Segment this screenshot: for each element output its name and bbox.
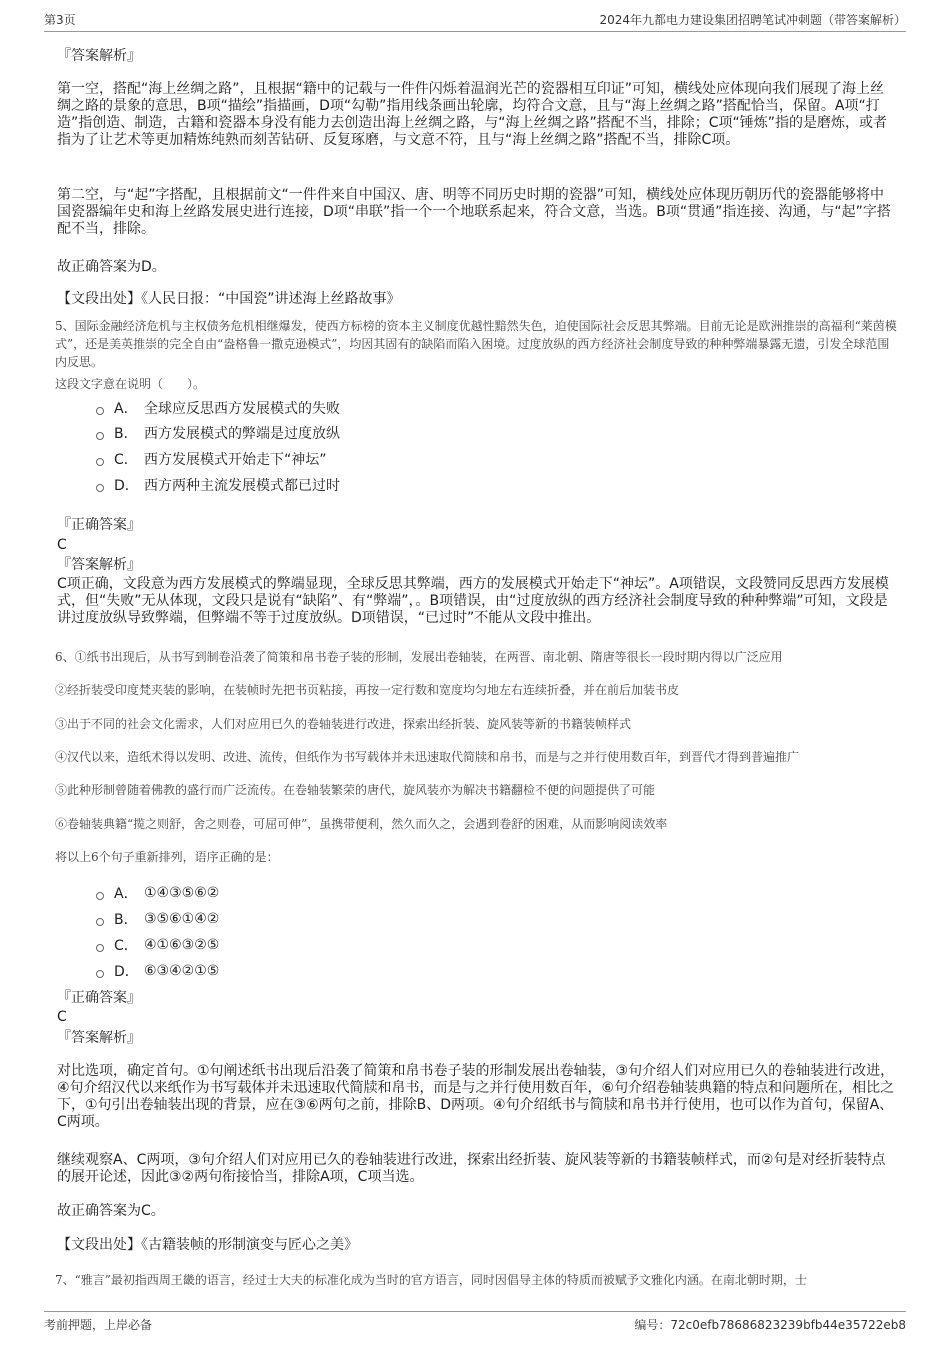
radio-icon[interactable]: [96, 432, 104, 440]
document-id: 编号：72c0efb78686823239bfb44e35722eb8: [634, 1317, 906, 1332]
analysis-paragraph-1: 第一空，搭配“海上丝绸之路”，且根据“籍中的记载与一件件闪烁着温润光芒的瓷器相互印证”可知，横线处应体现向我们展现了海上丝绸之路的景象的意思，B项“描绘”指描画，D项“勾勒”指用线条画出轮廓，均符合文意，且与“海上丝绸之路”搭配恰当，保留。A项“打造”指创造、制造，古籍和瓷器本身没有能力去创造出海上丝绸之路，与“海上丝绸之路”搭配不当，排除；C项“锤炼”指的是磨炼，或者指为了让艺术等更加精炼纯熟而刻苦钻研、反复琢磨，与文意不符，且与“海上丝绸之路”搭配不当，排除C项。: [57, 81, 888, 148]
page-footer: [44, 1311, 906, 1333]
page-number: 第3页: [44, 12, 76, 27]
q5-option-a[interactable]: A． 全球应反思西方发展模式的失败: [96, 398, 340, 418]
q6-answer: C: [57, 1009, 67, 1025]
q6-option-a[interactable]: A． ①④③⑤⑥②: [96, 883, 219, 903]
radio-icon[interactable]: [96, 892, 104, 900]
q6-sentence-3: ③出于不同的社会文化需求，人们对应用已久的卷轴装进行改进，探索出经折装、旋风装等新的书籍装帧样式: [55, 717, 632, 731]
q6-sentence-4: ④汉代以来，造纸术得以发明、改进、流传，但纸作为书写载体并未迅速取代简牍和帛书，而是与之并行使用数百年，到晋代才得到普遍推广: [55, 750, 800, 764]
q6-conclusion: 故正确答案为C。: [57, 1203, 165, 1219]
q5-option-c[interactable]: C． 西方发展模式开始走下“神坛”: [96, 449, 327, 469]
radio-icon[interactable]: [96, 944, 104, 952]
q6-option-d[interactable]: D． ⑥③④②①⑤: [96, 961, 219, 981]
q5-analysis: C项正确，文段意为西方发展模式的弊端显现，全球反思其弊端，西方的发展模式开始走下“神坛”。A项错误，文段赞同反思西方发展模式，但“失败”无从体现，文段只是说有“缺陷”、有“弊端”，。B项错误，由“过度放纵的西方经济社会制度导致的种种弊端”可知，文段是讲过度放纵导致弊端，但弊端不等于过度放纵。D项错误，“已过时”不能从文段中推出。: [57, 576, 889, 626]
q6-answer-label: 『正确答案』: [57, 990, 141, 1006]
q6-analysis-label: 『答案解析』: [57, 1030, 141, 1046]
radio-icon[interactable]: [96, 458, 104, 466]
question-5-stem: 5、国际金融经济危机与主权债务危机相继爆发，使西方标榜的资本主义制度优越性黯然失色，迫使国际社会反思其弊端。目前无论是欧洲推崇的高福利“莱茵模式”，还是美英推崇的完全自由“盎格鲁一撒克逊模式”，均因其固有的缺陷而陷入困境。过度放纵的西方经济社会制度导致的种种弊端暴露无遗，引发全球范围内反思。: [55, 319, 897, 369]
q6-analysis-paragraph-1: 对比选项，确定首句。①句阐述纸书出现后沿袭了简策和帛书卷子装的形制发展出卷轴装，③句介绍人们对应用已久的卷轴装进行改进，④句介绍汉代以来纸作为书写载体并未迅速取代简牍和帛书，而是与之并行使用数百年，⑥句介绍卷轴装典籍的特点和问题所在，相比之下，①句引出卷轴装出现的背景，应在③⑥两句之前，排除B、D两项。④句介绍纸书与简牍和帛书并行使用，也可以作为首句，保留A、C两项。: [57, 1063, 895, 1130]
source: 【文段出处】《人民日报：“中国瓷”讲述海上丝路故事》: [57, 291, 401, 307]
q6-sentence-2: ②经折装受印度梵夹装的影响，在装帧时先把书页粘接，再按一定行数和宽度均匀地左右连续折叠，并在前后加装书皮: [55, 683, 680, 697]
radio-icon[interactable]: [96, 484, 104, 492]
q6-sentence-1: 6、①纸书出现后，从书写到制卷沿袭了简策和帛书卷子装的形制，发展出卷轴装，在两晋、南北朝、隋唐等很长一段时期内得以广泛应用: [55, 650, 783, 664]
q6-source: 【文段出处】《古籍装帧的形制演变与匠心之美》: [57, 1237, 358, 1253]
q5-answer-label: 『正确答案』: [57, 517, 141, 533]
q6-option-c[interactable]: C． ④①⑥③②⑤: [96, 935, 219, 955]
radio-icon[interactable]: [96, 970, 104, 978]
q5-answer: C: [57, 537, 67, 553]
radio-icon[interactable]: [96, 407, 104, 415]
page-header: [44, 10, 906, 32]
q5-option-d[interactable]: D． 西方两种主流发展模式都已过时: [96, 475, 340, 495]
q6-sentence-6: ⑥卷轴装典籍“揽之则舒，舍之则卷，可屈可伸”，虽携带便利，然久而久之，会遇到卷舒的困难，从而影响阅读效率: [55, 817, 668, 831]
q5-analysis-label: 『答案解析』: [57, 557, 141, 573]
q6-ask: 将以上6个句子重新排列，语序正确的是：: [55, 850, 279, 864]
conclusion: 故正确答案为D。: [57, 259, 166, 275]
analysis-label: 『答案解析』: [57, 48, 141, 64]
q6-option-b[interactable]: B． ③⑤⑥①④②: [96, 909, 219, 929]
question-7-stem: 7、“雅言”最初指西周王畿的语言，经过士大夫的标准化成为当时的官方语言，同时因倡导主体的特质而被赋予文雅化内涵。在南北朝时期，士: [55, 1273, 807, 1287]
q6-sentence-5: ⑤此种形制曾随着佛教的盛行而广泛流传。在卷轴装繁荣的唐代，旋风装亦为解决书籍翻检不便的问题提供了可能: [55, 783, 656, 797]
q6-analysis-paragraph-2: 继续观察A、C两项，③句介绍人们对应用已久的卷轴装进行改进，探索出经折装、旋风装等新的书籍装帧样式，而②句是对经折装特点的展开论述，因此③②两句衔接恰当，排除A项，C项当选。: [57, 1152, 886, 1185]
analysis-paragraph-2: 第二空，与“起”字搭配，且根据前文“一件件来自中国汉、唐、明等不同历史时期的瓷器”可知，横线处应体现历朝历代的瓷器能够将中国瓷器编年史和海上丝路发展史进行连接，D项“串联”指一个一个地联系起来，符合文意，当选。B项“贯通”指连接、沟通，与“起”字搭配不当，排除。: [57, 187, 891, 237]
footer-slogan: 考前押题，上岸必备: [44, 1317, 153, 1332]
question-5-ask: 这段文字意在说明（ ）。: [55, 377, 206, 391]
q5-option-b[interactable]: B． 西方发展模式的弊端是过度放纵: [96, 423, 340, 443]
radio-icon[interactable]: [96, 918, 104, 926]
document-title: 2024年九都电力建设集团招聘笔试冲刺题（带答案解析）: [599, 12, 906, 27]
